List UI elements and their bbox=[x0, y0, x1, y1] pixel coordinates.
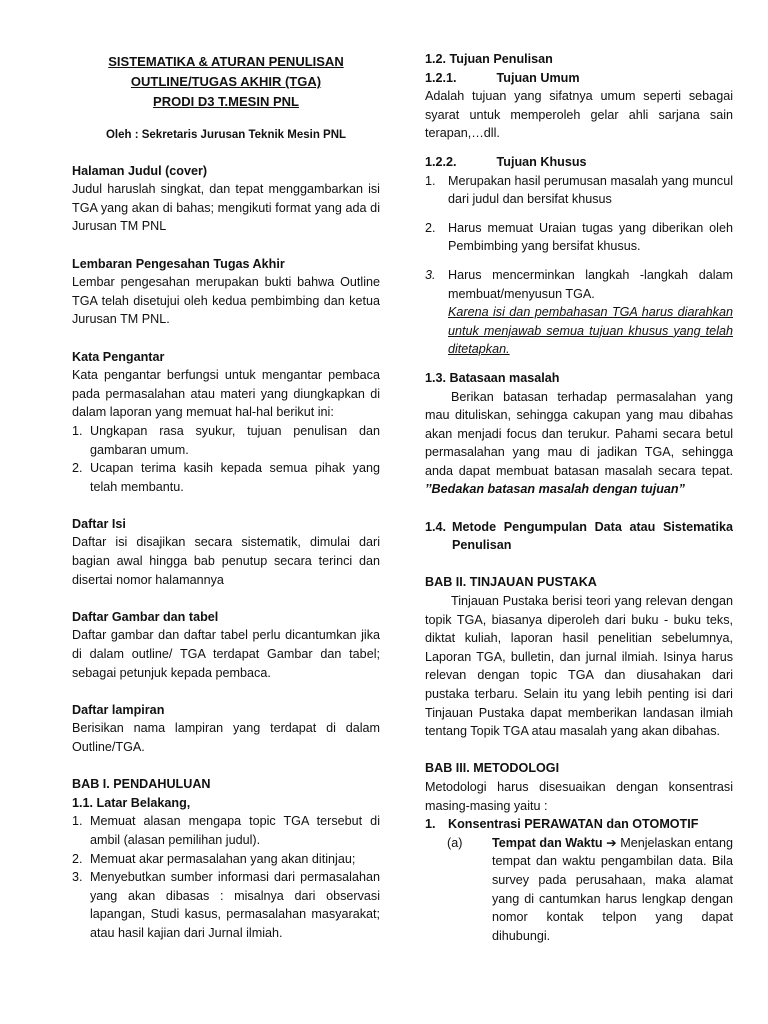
emphasis-note: Karena isi dan pembahasan TGA harus diarahkan untuk menjawab semua tujuan khusus yang telah ditetapkan. bbox=[448, 305, 733, 357]
title-line-1: SISTEMATIKA & ATURAN PENULISAN bbox=[108, 54, 344, 69]
section-body: Kata pengantar berfungsi untuk mengantar pembaca pada permasalahan atau materi yang diungkapkan di dalam laporan yang memuat hal-hal berikut ini: bbox=[72, 368, 380, 420]
title-line-2: OUTLINE/TUGAS AKHIR (TGA) bbox=[130, 74, 322, 89]
concentration-item: 1. Konsentrasi PERAWATAN dan OTOMOTIF bbox=[425, 817, 699, 832]
list-item: 1. Memuat alasan mengapa topic TGA tersebut di ambil (alasan pemilihan judul). bbox=[72, 814, 380, 847]
section-heading: Lembaran Pengesahan Tugas Akhir bbox=[72, 256, 285, 271]
background-list bbox=[72, 812, 380, 942]
section-figures bbox=[72, 608, 380, 682]
subsection-heading: 1.3. Batasaan masalah bbox=[425, 370, 560, 385]
section-cover bbox=[72, 162, 380, 236]
section-body: Tinjauan Pustaka berisi teori yang relevan dengan topik TGA, biasanya diperoleh dari buku - buku teks, diktat kuliah, laporan hasil penelitian sebelumnya, Laporan TGA, bulletin, dan jurnal ilmiah. Isinya harus relevan dengan topic TGA dan diusahakan dari pustaka terbaru. Selain itu yang lebih penting isi dari Tinjauan Pustaka dapat memberikan landasan ilmiah tentang Topik TGA atau masalah yang akan dibahas. bbox=[425, 594, 733, 739]
arrow-right-icon: ➔ bbox=[606, 835, 617, 850]
list-item: 3. Menyebutkan sumber informasi dari permasalahan yang akan dibasas : misalnya dari observasi lapangan, Studi kasus, permasalahan masyarakat; atau hasil kajian dari Jurnal ilmiah. bbox=[72, 870, 380, 940]
subsection-heading: Metode Pengumpulan Data atau Sistematika Penulisan bbox=[452, 519, 733, 553]
section-body: Daftar isi disajikan secara sistematik, dimulai dari bagian awal hingga bab penutup secara terinci dan disertai nomor halamannya bbox=[72, 535, 380, 587]
subsubsection-heading: 1.2.2. Tujuan Khusus bbox=[425, 154, 587, 169]
section-heading: Daftar Gambar dan tabel bbox=[72, 609, 219, 624]
document-title bbox=[72, 52, 380, 112]
preface-list bbox=[72, 422, 380, 496]
section-approval bbox=[72, 255, 380, 329]
section-body: Metodologi harus disesuaikan dengan konsentrasi masing-masing yaitu : bbox=[425, 779, 733, 813]
section-bab3 bbox=[425, 759, 733, 945]
left-column bbox=[72, 50, 380, 943]
section-body: Lembar pengesahan merupakan bukti bahwa Outline TGA telah disetujui oleh kedua pembimbing dan ketua Jurusan TM PNL. bbox=[72, 275, 380, 327]
section-1-3 bbox=[425, 369, 733, 499]
subsection-heading: 1.1. Latar Belakang, bbox=[72, 795, 191, 810]
section-body: Daftar gambar dan daftar tabel perlu dicantumkan jika di dalam outline/ TGA terdapat Gambar dan tabel; sebagai petunjuk kepada pembaca. bbox=[72, 628, 380, 680]
section-heading: Kata Pengantar bbox=[72, 349, 165, 364]
section-heading: Halaman Judul (cover) bbox=[72, 163, 208, 178]
list-item: 1. Merupakan hasil perumusan masalah yang muncul dari judul dan bersifat khusus bbox=[425, 173, 733, 207]
sub-item-a: (a) Tempat dan Waktu ➔ Menjelaskan entang tempat dan waktu pengambilan data. Bila survey pada perusahaan, maka alamat yang di cantumkan harus lengkap dengan nomor kontak telpon yang dapat dihubungi. bbox=[447, 835, 733, 943]
section-heading: Daftar lampiran bbox=[72, 702, 165, 717]
section-body: Berisikan nama lampiran yang terdapat di dalam Outline/TGA. bbox=[72, 721, 380, 754]
section-1-2 bbox=[425, 50, 733, 359]
list-item: 3. Harus mencerminkan langkah -langkah dalam membuat/menyusun TGA. Karena isi dan pembahasan TGA harus diarahkan untuk menjawab semua tujuan khusus yang telah ditetapkan. bbox=[425, 266, 733, 359]
section-heading: Daftar Isi bbox=[72, 516, 126, 531]
list-item: 2. Memuat akar permasalahan yang akan ditinjau; bbox=[72, 851, 356, 866]
specific-goals-list bbox=[425, 172, 733, 359]
chapter-heading: BAB I. PENDAHULUAN bbox=[72, 777, 211, 792]
chapter-heading: BAB III. METODOLOGI bbox=[425, 761, 560, 776]
title-line-3: PRODI D3 T.MESIN PNL bbox=[153, 94, 299, 109]
list-item: 1. Ungkapan rasa syukur, tujuan penulisan dan gambaran umum. bbox=[72, 423, 380, 457]
section-preface bbox=[72, 348, 380, 497]
author-line: Oleh : Sekretaris Jurusan Teknik Mesin PNL bbox=[105, 129, 347, 141]
section-appendix bbox=[72, 701, 380, 757]
subsubsection-heading: 1.2.1. Tujuan Umum bbox=[425, 70, 580, 85]
right-column bbox=[425, 50, 733, 945]
chapter-heading: BAB II. TINJAUAN PUSTAKA bbox=[425, 575, 597, 590]
list-item: 2. Harus memuat Uraian tugas yang diberikan oleh Pembimbing yang bersifat khusus. bbox=[425, 220, 733, 254]
section-body: Berikan batasan terhadap permasalahan yang mau dituliskan, sehingga cakupan yang mau dibahas akan menjadi focus dan terukur. Pahami secara betul permasalahan yang mau di jadikan TGA, sehingga anda dapat membuat batasan masalah secara tepat. ’’Bedakan batasan masalah dengan tujuan” bbox=[425, 389, 733, 497]
section-toc bbox=[72, 515, 380, 589]
list-item: 2. Ucapan terima kasih kepada semua pihak yang telah membantu. bbox=[72, 461, 380, 494]
section-body: Adalah tujuan yang sifatnya umum seperti sebagai syarat untuk memperoleh gelar ahli sarjana sain terapan,…dll. bbox=[425, 89, 733, 141]
section-bab1 bbox=[72, 775, 380, 942]
section-body: Judul haruslah singkat, dan tepat menggambarkan isi TGA yang akan di bahas; mengikuti format yang ada di Jurusan TM PNL bbox=[72, 182, 380, 234]
section-1-4: 1.4. Metode Pengumpulan Data atau Sistematika Penulisan bbox=[425, 519, 733, 553]
emphasis-text: ’’Bedakan batasan masalah dengan tujuan” bbox=[425, 482, 685, 497]
subsection-heading: 1.2. Tujuan Penulisan bbox=[425, 52, 553, 66]
section-bab2 bbox=[425, 573, 733, 740]
